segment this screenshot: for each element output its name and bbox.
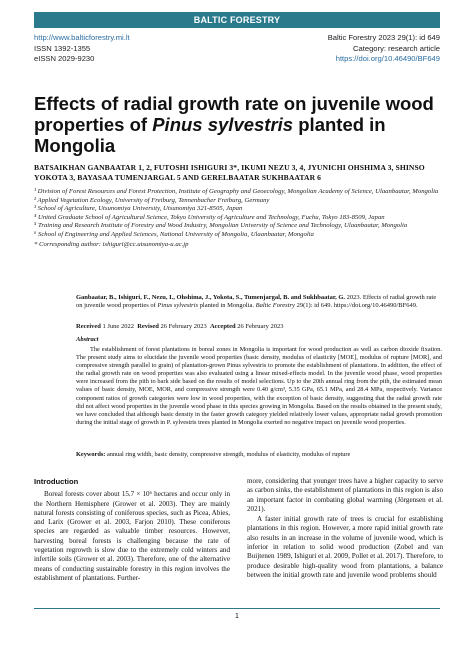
article-dates: Received 1 June 2022 Revised 26 February 2023 Accepted 26 February 2023 — [76, 323, 284, 330]
corresponding-author: * Corresponding author: ishiguri@cc.utsunomiya-u.ac.jp — [34, 240, 189, 248]
doi-link[interactable]: https://doi.org/10.46490/BF649 — [335, 54, 440, 63]
page-number: 1 — [235, 613, 239, 620]
issue-citation: Baltic Forestry 2023 29(1): id 649 — [327, 33, 440, 42]
journal-meta-right — [328, 33, 440, 65]
how-to-cite: Ganbaatar, B., Ishiguri, F., Nezu, I., Ohshima, J., Yokota, S., Tumenjargal, B. and Sukhbaatar, G. 2023. Effects of radial growth rate on juvenile wood properties of Pinus sylvestris planted in Mongolia. Baltic Forestry 29(1): id 649. https://doi.org/10.46490/BF649. — [76, 294, 437, 310]
intro-paragraph: more, considering that younger trees have a higher capacity to serve as carbon sinks, the establishment of plantations in this region is also an important factor in combating global warming (Jörgensen et al. 2021). — [247, 477, 443, 513]
abstract-heading: Abstract — [76, 336, 99, 343]
intro-paragraph: A faster initial growth rate of trees is crucial for establishing plantations in this region. However, a more rapid initial growth rate also results in an increase in the volume of juvenile wood, which is inferior in relation to solid wood production (Zobel and van Buijtenen 1989, Ishiguri et al. 2009, Pollet et al. 2017). Therefore, to produce desirable high-quality wood from plantations, a balance between the initial growth rate and juvenile wood problems should — [247, 515, 443, 579]
affiliation-1: ¹ Division of Forest Resources and Forest Protection, Institute of Geography and Geoecology, Mongolian Academy of Science, Ulaanbaatar, Mongolia — [34, 188, 439, 195]
article-category: Category: research article — [353, 43, 440, 53]
intro-right-column — [247, 477, 443, 581]
affiliation-4: ⁴ United Graduate School of Agricultural Science, Tokyo University of Agriculture and Technology, Fuchu, Tokyo 183-8509, Japan — [34, 213, 385, 221]
author-list: BATSAIKHAN GANBAATAR 1, 2, FUTOSHI ISHIGURI 3*, IKUMI NEZU 3, 4, JYUNICHI OHSHIMA 3, SHINSO YOKOTA 3, BAYASAA TUMENJARGAL 5 AND GERELBAATAR SUKHBAATAR 6 — [34, 163, 425, 182]
intro-paragraph: Boreal forests cover about 15.7 × 10⁶ hectares and occur only in the Northern Hemisphere (Grower et al. 2003). They are mainly natural forests consisting of coniferous species, such as Picea, Abies, and Larix (Grower et al. 2003, Farjon 2010). These coniferous species are regarded as valuable timber resources. However, harvesting boreal forests is challenging because the rate of vegetation regrowth is slow due to the extremely cold winters and infertile soils (Grower et al. 2003). Therefore, one of the alternative means of conducting sustainable forestry in this region involves the establishment of plantations. Further- — [34, 490, 230, 582]
affiliation-3: ³ School of Agriculture, Utsunomiya University, Utsunomiya 321-8505, Japan — [34, 205, 243, 213]
footer-divider — [34, 608, 440, 609]
affiliation-2: ² Applied Vegetation Ecology, University of Freiburg, Tennenbacher Freiburg, Germany — [34, 196, 270, 204]
keywords: Keywords: annual ring width, basic density, compressive strength, modulus of elasticity, modulus of rupture — [76, 451, 351, 458]
abstract-body: The establishment of forest plantations in boreal zones in Mongolia is important for wood production as well as carbon dioxide fixation. The present study aims to elucidate the juvenile wood properties (basic density, modulus of elasticity [MOE], modulus of rupture [MOR], and compressive strength parallel to grain) of plantation-grown Pinus sylvestris to promote the establishment of plantations. In addition, the effect of the radial growth rate on wood properties was also evaluated using a linear mixed-effects model. In the juvenile wood phase, wood properties were increased from the pith to bark side based on the results of model selections. Up to the 20th annual ring from the pith, the estimated mean values of basic density, MOE, MOR, and compressive strength were 0.40 g/cm³, 5.35 GPa, 65.1 MPa, and 28.4 MPa, respectively. Variance component ratios of growth categories were low in wood properties, with the exception of basic density, suggesting that the radial growth rate did not affect wood properties in the juvenile wood phase in this species growing in Mongolia. Based on the results obtained in the present study, we have concluded that although basic density in the faster growth category yielded relatively lower values, appropriate radial growth promotion during the initial stage of growth in P. sylvestris trees planted in Mongolia exerted no negative impact on juvenile wood properties. — [76, 346, 442, 426]
affiliation-6: ⁶ School of Engineering and Applied Sciences, National University of Mongolia, Ulaanbaatar, Mongolia — [34, 230, 314, 238]
eissn: eISSN 2029-9230 — [34, 54, 95, 63]
journal-meta-left — [34, 33, 130, 65]
journal-url-link[interactable]: http://www.balticforestry.mi.lt — [34, 33, 130, 42]
intro-heading: Introduction — [34, 477, 79, 486]
paper-title: Effects of radial growth rate on juvenile wood properties of Pinus sylvestris planted in Mongolia — [34, 93, 434, 156]
intro-left-column — [34, 477, 230, 584]
journal-banner: BALTIC FORESTRY — [34, 12, 440, 28]
affiliation-5: ⁵ Training and Research Institute of Forestry and Wood Industry, Mongolian University of Science and Technology, Ulaanbaatar, Mongolia — [34, 222, 408, 230]
issn: ISSN 1392-1355 — [34, 43, 91, 53]
affiliations — [34, 188, 444, 249]
